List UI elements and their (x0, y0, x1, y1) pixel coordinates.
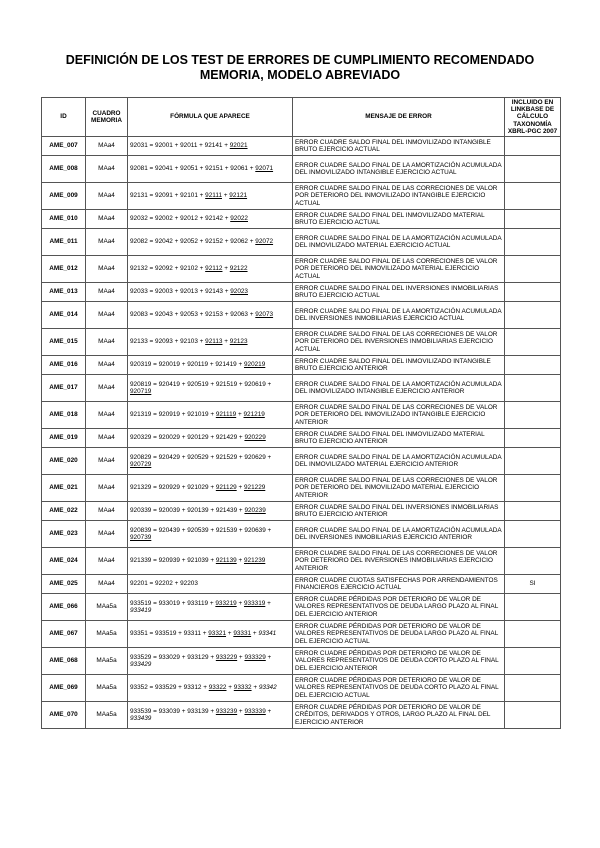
row-id: AME_025 (42, 575, 86, 594)
document-title (40, 53, 560, 83)
row-id: AME_014 (42, 302, 86, 329)
row-error-message: ERROR CUADRE SALDO FINAL DE LA AMORTIZACIÓN ACUMULADA DEL INMOVILIZADO MATERIAL EJERCICIO ANTERIOR (293, 448, 505, 475)
row-error-message: ERROR CUADRE SALDO FINAL DE LAS CORRECIONES DE VALOR POR DETERIORO DEL INMOVILIZADO MATERIAL EJERCICIO ACTUAL (293, 256, 505, 283)
formula-underlined-term: 92121 (229, 192, 248, 200)
row-cuadro: MAa4 (86, 329, 128, 356)
row-error-message: ERROR CUADRE PÉRDIDAS POR DETERIORO DE VALOR DE CRÉDITOS, DERIVADOS Y OTROS, LARGO PLAZO AL FINAL DEL EJERCICIO ANTERIOR (293, 702, 505, 729)
row-id: AME_016 (42, 356, 86, 375)
formula-underlined-term: 921119 (215, 411, 237, 419)
row-formula (128, 256, 293, 283)
row-formula (128, 302, 293, 329)
row-id: AME_012 (42, 256, 86, 283)
table-row (42, 229, 561, 256)
formula-text: + (265, 653, 272, 661)
formula-underlined-term: 93331 (233, 630, 252, 638)
table-body (42, 137, 561, 729)
row-error-message: ERROR CUADRE SALDO FINAL DE LAS CORRECIONES DE VALOR POR DETERIORO DEL INVERSIONES INMOBILIARIAS EJERCICIO ACTUAL (293, 329, 505, 356)
row-id: AME_022 (42, 502, 86, 521)
formula-text: + (222, 338, 230, 346)
row-id: AME_068 (42, 648, 86, 675)
formula-text: 920339 = 920039 + 920139 + 921439 + (130, 507, 245, 515)
formula-underlined-term: 921129 (215, 484, 237, 492)
table-row (42, 548, 561, 575)
row-formula (128, 594, 293, 621)
formula-text: 921329 = 920929 + 921029 + (130, 484, 216, 492)
table-row (42, 256, 561, 283)
formula-text: + (236, 557, 244, 565)
row-cuadro: MAa4 (86, 210, 128, 229)
formula-underlined-term: 920239 (244, 507, 266, 515)
table-row (42, 621, 561, 648)
row-cuadro: MAa4 (86, 229, 128, 256)
formula-text: + (265, 707, 272, 715)
table-row (42, 156, 561, 183)
formula-text: 920839 = 920439 + 920539 + 921539 + 920639 + (130, 526, 272, 534)
formula-text: 92081 = 92041 + 92051 + 92151 + 92061 + (130, 165, 256, 173)
formula-text: + (251, 630, 259, 638)
row-incluido (505, 156, 561, 183)
table-row (42, 448, 561, 475)
row-incluido (505, 210, 561, 229)
row-error-message: ERROR CUADRE PÉRDIDAS POR DETERIORO DE VALOR DE VALORES REPRESENTATIVOS DE DEUDA LARGO PLAZO AL FINAL DEL EJERCICIO ACTUAL (293, 621, 505, 648)
formula-underlined-term: 92111 (205, 192, 222, 200)
formula-text: + (236, 484, 244, 492)
formula-text: 92133 = 92093 + 92103 + (130, 338, 206, 346)
row-error-message: ERROR CUADRE SALDO FINAL DEL INMOVILIZADO INTANGIBLE BRUTO EJERCICIO ANTERIOR (293, 356, 505, 375)
row-error-message: ERROR CUADRE SALDO FINAL DE LA AMORTIZACIÓN ACUMULADA DEL INVERSIONES INMOBILIARIAS EJERCICIO ACTUAL (293, 302, 505, 329)
row-formula (128, 548, 293, 575)
row-id: AME_008 (42, 156, 86, 183)
row-error-message: ERROR CUADRE PÉRDIDAS POR DETERIORO DE VALOR DE VALORES REPRESENTATIVOS DE DEUDA LARGO PLAZO AL FINAL DEL EJERCICIO ANTERIOR (293, 594, 505, 621)
row-cuadro: MAa5a (86, 621, 128, 648)
row-incluido (505, 283, 561, 302)
row-id: AME_009 (42, 183, 86, 210)
formula-text: + (265, 599, 271, 607)
formula-underlined-term: 921219 (243, 411, 265, 419)
formula-underlined-term: 921229 (243, 484, 266, 492)
formula-text: + (237, 707, 245, 715)
row-formula (128, 448, 293, 475)
formula-text: 920329 = 920029 + 920129 + 921429 + (130, 434, 245, 442)
formula-underlined-term: 93321 (208, 630, 227, 638)
formula-underlined-term: 933229 (215, 653, 238, 661)
row-id: AME_070 (42, 702, 86, 729)
row-formula (128, 375, 293, 402)
formula-text: 920829 = 920429 + 920529 + 921529 + 920629 + (130, 453, 272, 461)
row-cuadro: MAa4 (86, 475, 128, 502)
formula-text: 92201 = 92202 + 92203 (130, 580, 198, 588)
row-incluido (505, 229, 561, 256)
formula-text: 92132 = 92092 + 92102 + (130, 265, 206, 273)
formula-italic-term: 93342 (258, 684, 277, 692)
row-error-message: ERROR CUADRE SALDO FINAL DE LAS CORRECIONES DE VALOR POR DETERIORO DEL INVERSIONES INMOBILIARIAS EJERCICIO ANTERIOR (293, 548, 505, 575)
row-incluido (505, 475, 561, 502)
formula-italic-term: 933419 (130, 607, 152, 614)
row-formula (128, 156, 293, 183)
formula-underlined-term: 92112 (205, 265, 223, 273)
formula-underlined-term: 933239 (215, 707, 238, 715)
row-formula (128, 137, 293, 156)
title-line-1: DEFINICIÓN DE LOS TEST DE ERRORES DE CUMPLIMIENTO RECOMENDADO (65, 53, 535, 67)
formula-underlined-term: 92123 (229, 338, 248, 346)
formula-text: 93352 = 933529 + 93312 + (130, 684, 209, 692)
row-cuadro: MAa4 (86, 521, 128, 548)
table-row (42, 475, 561, 502)
row-cuadro: MAa5a (86, 702, 128, 729)
row-cuadro: MAa4 (86, 575, 128, 594)
formula-underlined-term: 92073 (255, 311, 274, 319)
formula-text: + (236, 599, 244, 607)
row-incluido (505, 429, 561, 448)
row-formula (128, 210, 293, 229)
formula-text: + (222, 192, 230, 200)
row-incluido (505, 356, 561, 375)
row-incluido (505, 448, 561, 475)
row-id: AME_019 (42, 429, 86, 448)
table-row (42, 521, 561, 548)
formula-underlined-term: 920219 (243, 361, 266, 369)
row-error-message: ERROR CUADRE SALDO FINAL DE LA AMORTIZACIÓN ACUMULADA DEL INMOVILIZADO INTANGIBLE EJERCICIO ACTUAL (293, 156, 505, 183)
table-row (42, 675, 561, 702)
formula-text: + (237, 653, 245, 661)
table-row (42, 375, 561, 402)
row-cuadro: MAa4 (86, 256, 128, 283)
formula-italic-term: 93341 (258, 630, 277, 638)
formula-underlined-term: 921139 (215, 557, 237, 565)
row-cuadro: MAa5a (86, 675, 128, 702)
row-error-message: ERROR CUADRE SALDO FINAL DEL INVERSIONES INMOBILIARIAS BRUTO EJERCICIO ANTERIOR (293, 502, 505, 521)
formula-text: 92031 = 92001 + 92011 + 92141 + (130, 142, 230, 150)
row-incluido: SI (505, 575, 561, 594)
row-cuadro: MAa4 (86, 429, 128, 448)
row-id: AME_021 (42, 475, 86, 502)
row-incluido (505, 402, 561, 429)
formula-text: 920319 = 920019 + 920119 + 921419 + (130, 361, 244, 369)
formula-underlined-term: 92023 (230, 288, 248, 296)
table-row (42, 329, 561, 356)
row-formula (128, 402, 293, 429)
header-id: ID (42, 98, 86, 137)
row-error-message: ERROR CUADRE SALDO FINAL DEL INMOVILIZADO MATERIAL BRUTO EJERCICIO ANTERIOR (293, 429, 505, 448)
formula-underlined-term: 933339 (244, 707, 266, 715)
row-incluido (505, 183, 561, 210)
row-incluido (505, 256, 561, 283)
row-cuadro: MAa4 (86, 156, 128, 183)
row-id: AME_023 (42, 521, 86, 548)
row-formula (128, 702, 293, 729)
formula-underlined-term: 933219 (215, 599, 237, 607)
formula-italic-term: 933439 (130, 715, 152, 722)
row-incluido (505, 621, 561, 648)
formula-underlined-term: 933319 (243, 599, 266, 607)
row-incluido (505, 702, 561, 729)
row-error-message: ERROR CUADRE SALDO FINAL DEL INMOVILIZADO INTANGIBLE BRUTO EJERCICIO ACTUAL (293, 137, 505, 156)
row-error-message: ERROR CUADRE PÉRDIDAS POR DETERIORO DE VALOR DE VALORES REPRESENTATIVOS DE DEUDA CORTO PLAZO AL FINAL DEL EJERCICIO ANTERIOR (293, 648, 505, 675)
row-formula (128, 502, 293, 521)
formula-underlined-term: 92021 (229, 142, 248, 150)
formula-text: 933529 = 933029 + 933129 + (130, 653, 216, 661)
formula-text: + (226, 684, 234, 692)
table-row (42, 356, 561, 375)
row-error-message: ERROR CUADRE SALDO FINAL DEL INMOVILIZADO MATERIAL BRUTO EJERCICIO ACTUAL (293, 210, 505, 229)
row-error-message: ERROR CUADRE SALDO FINAL DEL INVERSIONES INMOBILIARIAS BRUTO EJERCICIO ACTUAL (293, 283, 505, 302)
formula-text: 933519 = 933019 + 933119 + (130, 599, 216, 607)
table-row (42, 183, 561, 210)
row-cuadro: MAa4 (86, 402, 128, 429)
formula-text: 92033 = 92003 + 92013 + 92143 + (130, 288, 231, 296)
row-id: AME_015 (42, 329, 86, 356)
formula-underlined-term: 920739 (130, 534, 152, 541)
row-formula (128, 575, 293, 594)
formula-text: + (226, 630, 234, 638)
row-incluido (505, 329, 561, 356)
formula-text: + (251, 684, 259, 692)
formula-text: 920819 = 920419 + 920519 + 921519 + 920619 + (130, 380, 272, 388)
row-cuadro: MAa4 (86, 448, 128, 475)
table-row (42, 402, 561, 429)
formula-underlined-term: 92072 (255, 238, 274, 246)
formula-text: 93351 = 933519 + 93311 + (130, 630, 209, 638)
row-incluido (505, 675, 561, 702)
row-id: AME_018 (42, 402, 86, 429)
row-error-message: ERROR CUADRE SALDO FINAL DE LAS CORRECIONES DE VALOR POR DETERIORO DEL INMOVILIZADO INTANGIBLE EJERCICIO ACTUAL (293, 183, 505, 210)
table-row (42, 302, 561, 329)
table-row (42, 210, 561, 229)
row-id: AME_007 (42, 137, 86, 156)
row-id: AME_069 (42, 675, 86, 702)
row-error-message: ERROR CUADRE SALDO FINAL DE LA AMORTIZACIÓN ACUMULADA DEL INMOVILIZADO MATERIAL EJERCICIO ACTUAL (293, 229, 505, 256)
error-tests-table (41, 97, 561, 729)
formula-text: 933539 = 933039 + 933139 + (130, 707, 216, 715)
header-incluido: INCLUIDO EN LINKBASE DE CÁLCULO TAXONOMÍA XBRL-PGC 2007 (505, 98, 561, 137)
row-formula (128, 183, 293, 210)
row-incluido (505, 302, 561, 329)
row-cuadro: MAa4 (86, 137, 128, 156)
formula-underlined-term: 92071 (255, 165, 274, 173)
formula-text: 921319 = 920919 + 921019 + (130, 411, 216, 419)
formula-underlined-term: 92022 (230, 215, 248, 223)
row-incluido (505, 548, 561, 575)
header-mensaje: MENSAJE DE ERROR (293, 98, 505, 137)
formula-underlined-term: 920229 (244, 434, 266, 442)
row-incluido (505, 375, 561, 402)
table-row (42, 137, 561, 156)
table-row (42, 594, 561, 621)
formula-underlined-term: 92113 (205, 338, 223, 346)
row-incluido (505, 137, 561, 156)
table-row (42, 429, 561, 448)
table-row (42, 702, 561, 729)
row-id: AME_024 (42, 548, 86, 575)
row-formula (128, 356, 293, 375)
row-id: AME_011 (42, 229, 86, 256)
row-id: AME_013 (42, 283, 86, 302)
row-error-message: ERROR CUADRE SALDO FINAL DE LA AMORTIZACIÓN ACUMULADA DEL INMOVILIZADO INTANGIBLE EJERCICIO ANTERIOR (293, 375, 505, 402)
table-row (42, 502, 561, 521)
formula-text: 92131 = 92091 + 92101 + (130, 192, 206, 200)
row-error-message: ERROR CUADRE CUOTAS SATISFECHAS POR ARRENDAMIENTOS FINANCIEROS EJERCICIO ACTUAL (293, 575, 505, 594)
row-id: AME_020 (42, 448, 86, 475)
table-row (42, 648, 561, 675)
row-error-message: ERROR CUADRE SALDO FINAL DE LA AMORTIZACIÓN ACUMULADA DEL INVERSIONES INMOBILIARIAS EJERCICIO ANTERIOR (293, 521, 505, 548)
formula-underlined-term: 93322 (208, 684, 227, 692)
formula-underlined-term: 933329 (244, 653, 266, 661)
formula-underlined-term: 921239 (243, 557, 266, 565)
row-id: AME_067 (42, 621, 86, 648)
formula-text: 921339 = 920939 + 921039 + (130, 557, 216, 565)
row-formula (128, 283, 293, 302)
row-cuadro: MAa4 (86, 502, 128, 521)
row-id: AME_017 (42, 375, 86, 402)
row-cuadro: MAa4 (86, 183, 128, 210)
row-incluido (505, 594, 561, 621)
table-row (42, 283, 561, 302)
table-header-row (42, 98, 561, 137)
formula-text: + (236, 411, 244, 419)
row-id: AME_066 (42, 594, 86, 621)
row-cuadro: MAa5a (86, 648, 128, 675)
row-formula (128, 229, 293, 256)
table-row (42, 575, 561, 594)
row-error-message: ERROR CUADRE SALDO FINAL DE LAS CORRECIONES DE VALOR POR DETERIORO DEL INMOVILIZADO INTANGIBLE EJERCICIO ANTERIOR (293, 402, 505, 429)
row-id: AME_010 (42, 210, 86, 229)
formula-text: 92032 = 92002 + 92012 + 92142 + (130, 215, 231, 223)
formula-text: + (222, 265, 230, 273)
row-formula (128, 648, 293, 675)
row-cuadro: MAa4 (86, 375, 128, 402)
row-formula (128, 329, 293, 356)
header-cuadro: CUADRO MEMORIA (86, 98, 128, 137)
row-incluido (505, 521, 561, 548)
header-formula: FÓRMULA QUE APARECE (128, 98, 293, 137)
formula-italic-term: 933429 (130, 661, 152, 668)
formula-text: 92082 = 92042 + 92052 + 92152 + 92062 + (130, 238, 256, 246)
row-formula (128, 675, 293, 702)
formula-underlined-term: 920729 (130, 461, 152, 468)
row-incluido (505, 502, 561, 521)
formula-underlined-term: 920719 (130, 388, 152, 395)
row-error-message: ERROR CUADRE PÉRDIDAS POR DETERIORO DE VALOR DE VALORES REPRESENTATIVOS DE DEUDA CORTO PLAZO AL FINAL DEL EJERCICIO ACTUAL (293, 675, 505, 702)
row-cuadro: MAa4 (86, 283, 128, 302)
row-error-message: ERROR CUADRE SALDO FINAL DE LAS CORRECIONES DE VALOR POR DETERIORO DEL INMOVILIZADO MATERIAL EJERCICIO ANTERIOR (293, 475, 505, 502)
formula-underlined-term: 93332 (233, 684, 252, 692)
formula-text: 92083 = 92043 + 92053 + 92153 + 92063 + (130, 311, 256, 319)
formula-underlined-term: 92122 (229, 265, 248, 273)
row-incluido (505, 648, 561, 675)
row-cuadro: MAa5a (86, 594, 128, 621)
row-cuadro: MAa4 (86, 302, 128, 329)
row-formula (128, 475, 293, 502)
row-cuadro: MAa4 (86, 356, 128, 375)
row-formula (128, 521, 293, 548)
row-formula (128, 621, 293, 648)
title-line-2: MEMORIA, MODELO ABREVIADO (199, 68, 401, 82)
row-formula (128, 429, 293, 448)
row-cuadro: MAa4 (86, 548, 128, 575)
